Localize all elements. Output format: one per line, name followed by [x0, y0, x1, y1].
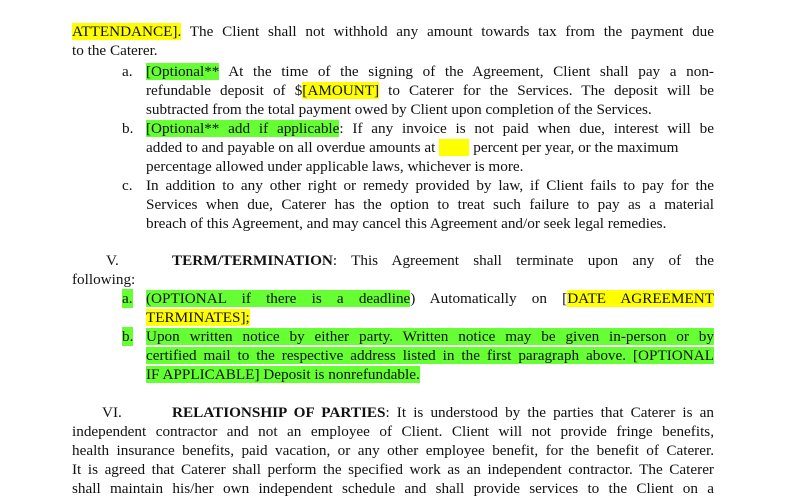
intro-line-1: ATTENDANCE]. The Client shall not withhold any amount towards tax from the payment due [72, 23, 714, 40]
item-a-marker: a. [122, 63, 133, 80]
item-b-line-2: added to and payable on all overdue amounts at ____ percent per year, or the maximum [146, 139, 679, 156]
item-b-marker: b. [122, 120, 134, 137]
section-6-line-3: health insurance benefits, paid vacation, or any other employee benefit, for the benefit of Caterer. [72, 442, 714, 459]
section-6-numeral: VI. [102, 404, 122, 421]
section-6-line-4: It is agreed that Caterer shall perform the specified work as an independent contractor. The Caterer [72, 461, 714, 478]
section-5-b-line-2 [146, 346, 714, 365]
item-a-line-3: subtracted from the total payment owed by Client upon completion of the Services. [146, 101, 652, 118]
section-5-numeral: V. [106, 252, 119, 269]
item-c-line-3: breach of this Agreement, and may cancel this Agreement and/or seek legal remedies. [146, 215, 667, 232]
highlight-optional: [Optional** [146, 63, 220, 80]
section-5-b-marker: b. [122, 328, 134, 345]
highlight-amount: [AMOUNT] [302, 82, 380, 99]
item-c-line-1: In addition to any other right or remedy provided by law, if Client fails to pay for the [146, 177, 714, 194]
section-6-heading: RELATIONSHIP OF PARTIES [172, 404, 386, 421]
highlight-written-notice-2: certified mail to the respective address listed in the first paragraph above. [OPTIONAL [146, 347, 714, 364]
section-5-a-marker: a. [122, 290, 133, 307]
item-c-line-2: Services when due, Caterer has the option to treat such failure to pay as a material [146, 196, 714, 213]
highlight-percent-blank: ____ [439, 139, 470, 156]
section-5-line-2: following: [72, 271, 136, 288]
section-5-b-line-1 [146, 327, 714, 346]
section-5-a-line-2 [146, 308, 250, 327]
highlight-terminates: TERMINATES]; [146, 309, 250, 326]
item-b-line-3: percentage allowed under applicable laws, whichever is more. [146, 158, 524, 175]
item-b-line-1: [Optional** add if applicable: If any invoice is not paid when due, interest will be [146, 120, 714, 137]
section-6-line-5: shall maintain his/her own independent schedule and shall provide services to the Client on a [72, 480, 714, 497]
item-a-line-1: [Optional** At the time of the signing of the Agreement, Client shall pay a non- [146, 63, 714, 80]
highlight-optional-deadline: (OPTIONAL if there is a deadline [146, 290, 411, 307]
item-c-marker: c. [122, 177, 133, 194]
section-6-line-2: independent contractor and not an employee of Client. Client will not provide fringe benefits, [72, 423, 714, 440]
highlight-optional-add: [Optional** add if applicable [146, 120, 340, 137]
section-6-line-1: RELATIONSHIP OF PARTIES: It is understood by the parties that Caterer is an [172, 404, 714, 421]
item-a-line-2: refundable deposit of $[AMOUNT] to Caterer for the Services. The deposit will be [146, 82, 714, 99]
highlight-written-notice-3: IF APPLICABLE] Deposit is nonrefundable. [146, 366, 420, 383]
highlight-written-notice-1: Upon written notice by either party. Written notice may be given in-person or by [146, 328, 714, 345]
highlight-date-agreement: DATE AGREEMENT [567, 290, 714, 307]
section-5-a-line-1: (OPTIONAL if there is a deadline) Automatically on [DATE AGREEMENT [146, 290, 714, 307]
intro-line-2: to the Caterer. [72, 42, 158, 59]
section-5-b-line-3 [146, 365, 420, 384]
section-5-line-1: TERM/TERMINATION: This Agreement shall terminate upon any of the [172, 252, 714, 269]
highlight-attendance: ATTENDANCE]. [72, 23, 182, 40]
section-5-heading: TERM/TERMINATION [172, 252, 333, 269]
